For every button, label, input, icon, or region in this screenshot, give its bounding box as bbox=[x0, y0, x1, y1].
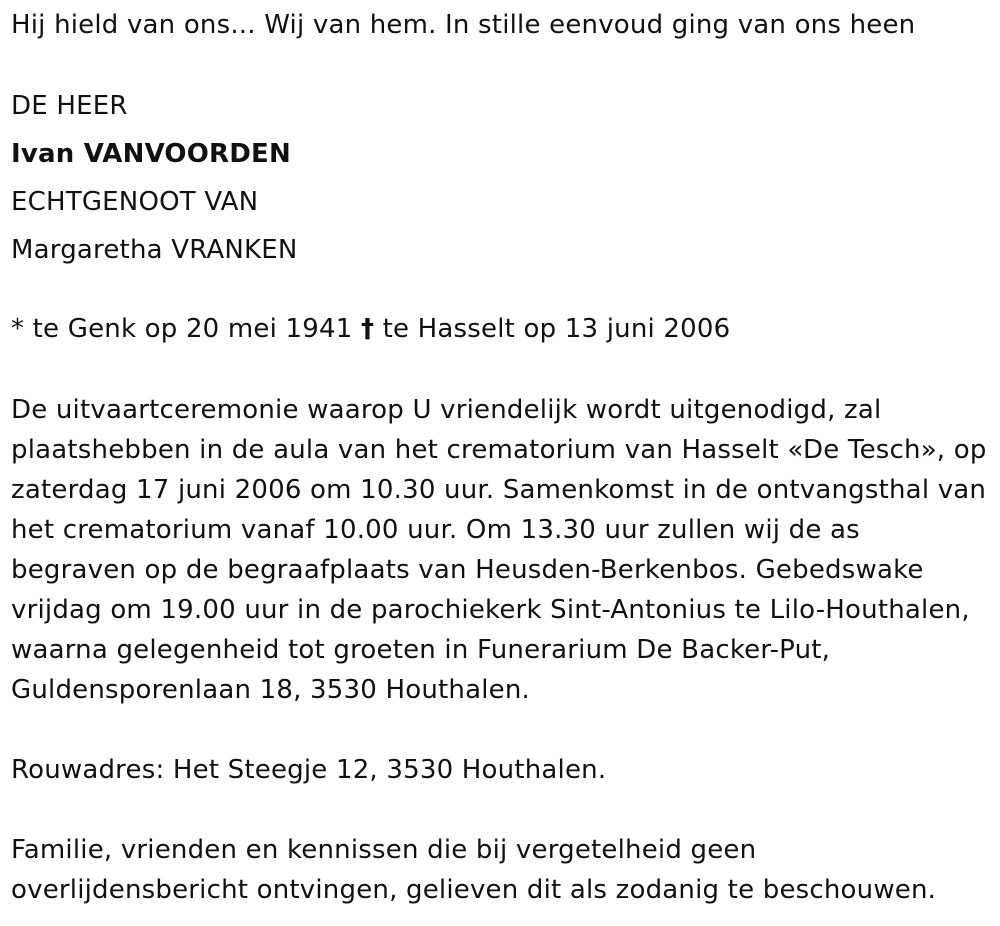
ceremony-line: De uitvaartceremonie waarop U vriendelijk wordt uitgenodigd, zal bbox=[11, 395, 882, 425]
relation-text: ECHTGENOOT VAN bbox=[11, 187, 259, 217]
closing-paragraph bbox=[11, 830, 936, 910]
ceremony-line: waarna gelegenheid tot groeten in Funerarium De Backer-Put, bbox=[11, 635, 831, 665]
life-dates bbox=[11, 309, 730, 349]
death-date: te Hasselt op 13 juni 2006 bbox=[382, 314, 731, 344]
mourning-address: Rouwadres: Het Steegje 12, 3530 Houthalen. bbox=[11, 755, 607, 785]
ceremony-line: het crematorium vanaf 10.00 uur. Om 13.30 uur zullen wij de as bbox=[11, 515, 860, 545]
ceremony-paragraph bbox=[11, 390, 987, 710]
deceased-name: Ivan VANVOORDEN bbox=[11, 139, 291, 169]
ceremony-line: plaatshebben in de aula van het crematorium van Hasselt «De Tesch», op bbox=[11, 435, 987, 465]
closing-line: Familie, vrienden en kennissen die bij vergetelheid geen bbox=[11, 835, 757, 865]
title-text: DE HEER bbox=[11, 91, 128, 121]
ceremony-line: vrijdag om 19.00 uur in de parochiekerk Sint-Antonius te Lilo-Houthalen, bbox=[11, 595, 970, 625]
closing-line: overlijdensbericht ontvingen, gelieven dit als zodanig te beschouwen. bbox=[11, 875, 937, 905]
intro-text: Hij hield van ons... Wij van hem. In stille eenvoud ging van ons heen bbox=[11, 10, 916, 40]
ceremony-line: begraven op de begraafplaats van Heusden-Berkenbos. Gebedswake bbox=[11, 555, 924, 585]
spouse-name: Margaretha VRANKEN bbox=[11, 235, 298, 265]
ceremony-line: Guldensporenlaan 18, 3530 Houthalen. bbox=[11, 675, 530, 705]
birth-date: * te Genk op 20 mei 1941 bbox=[11, 314, 353, 344]
cross-icon: † bbox=[360, 314, 375, 344]
ceremony-line: zaterdag 17 juni 2006 om 10.30 uur. Samenkomst in de ontvangsthal van bbox=[11, 475, 987, 505]
